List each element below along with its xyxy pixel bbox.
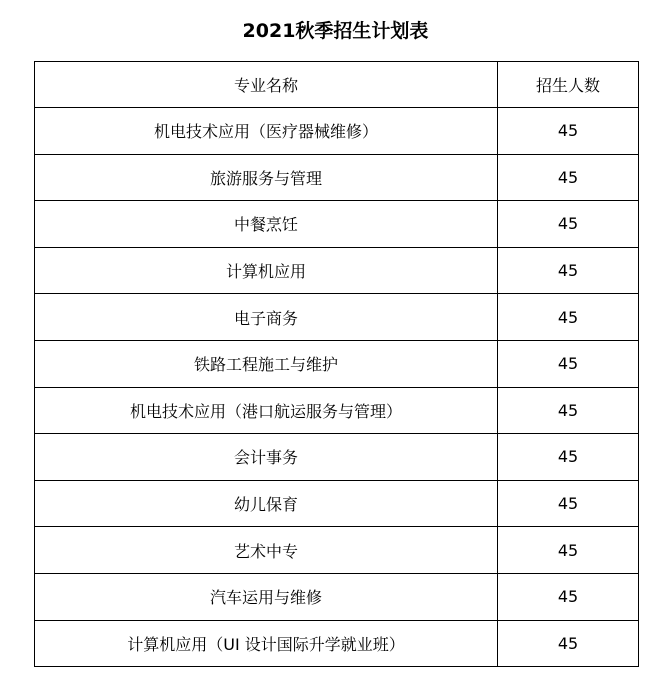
major-name: 铁路工程施工与维护: [35, 340, 498, 387]
enrollment-count: 45: [498, 480, 639, 527]
major-name: 电子商务: [35, 294, 498, 341]
major-name: 机电技术应用（医疗器械维修）: [35, 108, 498, 155]
table-row: [35, 294, 639, 341]
major-name: 旅游服务与管理: [35, 154, 498, 201]
major-name: 幼儿保育: [35, 480, 498, 527]
enrollment-count: 45: [498, 108, 639, 155]
table-row: [35, 620, 639, 667]
table-row: [35, 108, 639, 155]
enrollment-table: [34, 61, 639, 667]
page-title: 2021秋季招生计划表: [242, 20, 429, 42]
major-name: 计算机应用（UI 设计国际升学就业班）: [35, 620, 498, 667]
enrollment-count: 45: [498, 247, 639, 294]
table-row: [35, 573, 639, 620]
table-row: [35, 340, 639, 387]
major-name: 汽车运用与维修: [35, 573, 498, 620]
enrollment-count: 45: [498, 573, 639, 620]
table-row: [35, 434, 639, 481]
major-name: 艺术中专: [35, 527, 498, 574]
enrollment-count: 45: [498, 434, 639, 481]
major-name: 中餐烹饪: [35, 201, 498, 248]
header-count: 招生人数: [498, 62, 639, 108]
major-name: 机电技术应用（港口航运服务与管理）: [35, 387, 498, 434]
enrollment-count: 45: [498, 154, 639, 201]
table-row: [35, 201, 639, 248]
major-name: 计算机应用: [35, 247, 498, 294]
enrollment-count: 45: [498, 294, 639, 341]
table-row: [35, 247, 639, 294]
table-row: [35, 480, 639, 527]
header-major: 专业名称: [35, 62, 498, 108]
table-header-row: [35, 62, 639, 108]
table-row: [35, 527, 639, 574]
enrollment-count: 45: [498, 340, 639, 387]
table-row: [35, 154, 639, 201]
enrollment-count: 45: [498, 620, 639, 667]
enrollment-count: 45: [498, 527, 639, 574]
enrollment-count: 45: [498, 387, 639, 434]
enrollment-count: 45: [498, 201, 639, 248]
major-name: 会计事务: [35, 434, 498, 481]
table-row: [35, 387, 639, 434]
